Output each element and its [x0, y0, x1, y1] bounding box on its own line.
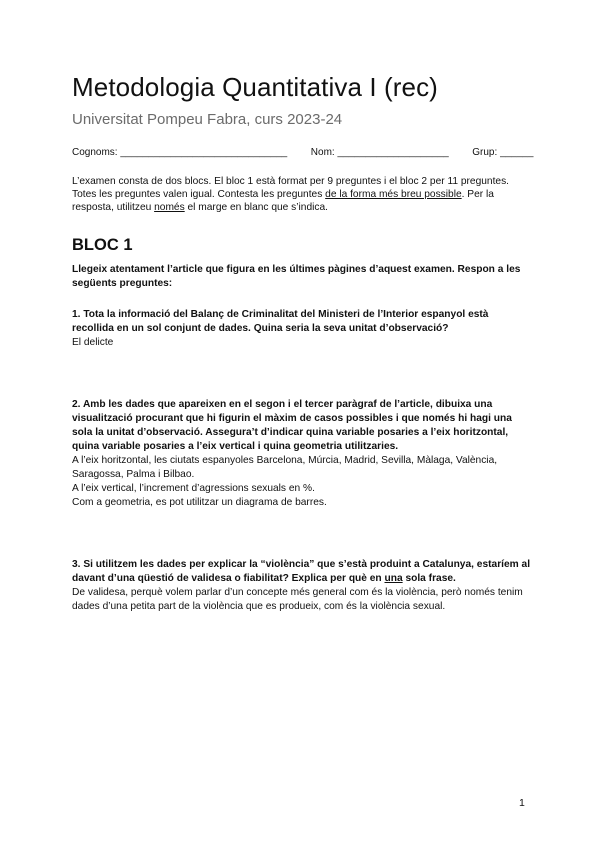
bloc-1-heading: BLOC 1	[72, 236, 133, 254]
page-number: 1	[519, 797, 525, 809]
question-3-text-before: 3. Si utilitzem les dades per explicar la “violència” que s’està produint a Catalunya, estaríem al davant d’una qüestió de validesa o fiabilitat? Explica per què en	[72, 559, 531, 584]
intro-underlined-only: només	[154, 202, 185, 213]
document-subtitle: Universitat Pompeu Fabra, curs 2023-24	[72, 111, 343, 128]
question-2-answer-line-1: A l’eix horitzontal, les ciutats espanyoles Barcelona, Múrcia, Madrid, Sevilla, Màlaga, València, Saragossa, Palma i Bilbao.	[72, 455, 498, 480]
document-title: Metodologia Quantitativa I (rec)	[72, 72, 438, 102]
intro-text-1: L’examen consta de dos blocs. El bloc 1 està format per 9 preguntes i el bloc 2 per 11 preguntes. Totes les preguntes valen igual. Contesta les preguntes	[72, 176, 510, 200]
question-2-answer-line-3: Com a geometria, es pot utilitzar un diagrama de barres.	[72, 497, 327, 508]
intro-underlined-brief: de la forma més breu possible	[325, 189, 462, 200]
question-3-text-underlined: una	[384, 573, 403, 584]
name-label: Nom:	[310, 147, 335, 158]
question-3-text	[72, 559, 530, 584]
group-label: Grup:	[472, 147, 498, 158]
student-fields	[72, 147, 533, 158]
question-3-answer: De validesa, perquè volem parlar d’un concepte més general com és la violència, però només tenim dades d’una petita part de la violència que es produeix, com és la violència sexual.	[72, 587, 523, 612]
question-2-text: 2. Amb les dades que apareixen en el segon i el tercer paràgraf de l’article, dibuixa una visualització procurant que hi figurin el màxim de casos possibles i que només hi hagi una sola la unitat d’observació. Assegura’t d’indicar quina variable posaries a l’eix horitzontal, quina variable posaries a l’eix vertical i quina geometria utilitzaries.	[72, 399, 512, 452]
question-1	[72, 308, 532, 350]
exam-instructions	[72, 175, 532, 214]
bloc-1-instructions: Llegeix atentament l’article que figura en les últimes pàgines d’aquest examen. Respon a les següents preguntes:	[72, 264, 521, 289]
question-3-text-after: sola frase.	[402, 573, 456, 584]
surname-label: Cognoms:	[72, 147, 118, 158]
intro-text-3: el marge en blanc que s’indica.	[184, 202, 328, 213]
group-field[interactable]: ______	[500, 147, 534, 158]
question-2	[72, 398, 532, 510]
name-field[interactable]: ____________________	[337, 147, 449, 158]
question-1-text: 1. Tota la informació del Balanç de Criminalitat del Ministeri de l’Interior espanyol està recollida en un sol conjunt de dades. Quina seria la seva unitat d’observació?	[72, 309, 489, 334]
question-1-answer: El delicte	[72, 337, 114, 348]
question-2-answer-line-2: A l’eix vertical, l’increment d’agressions sexuals en %.	[72, 483, 315, 494]
intro-text-2: . Per la resposta, utilitzeu	[72, 189, 494, 213]
surname-field[interactable]: ______________________________	[120, 147, 288, 158]
question-3	[72, 558, 532, 614]
